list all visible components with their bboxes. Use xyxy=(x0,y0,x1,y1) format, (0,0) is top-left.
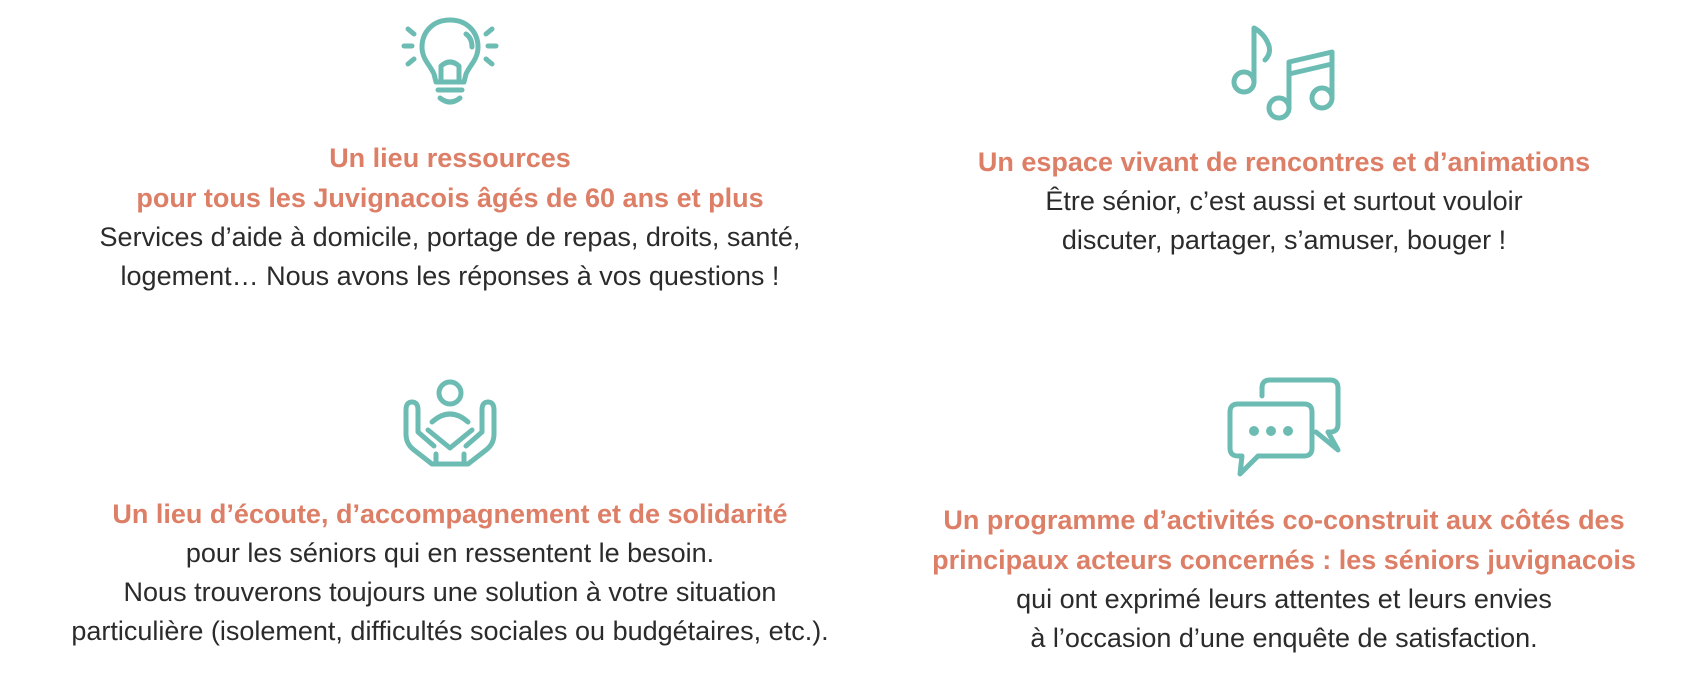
chat-bubbles-icon xyxy=(1224,376,1344,480)
card-description: pour les séniors qui en ressentent le besoin. Nous trouverons toujours une solution à votre situation particulière (isolement, difficultés sociales ou budgétaires, etc.). xyxy=(71,538,829,646)
card-title: Un lieu ressources pour tous les Juvignacois âgés de 60 ans et plus xyxy=(136,143,764,213)
music-notes-icon xyxy=(1229,22,1339,122)
lightbulb-icon xyxy=(400,14,500,108)
card-description: Être sénior, c’est aussi et surtout vouloir discuter, partager, s’amuser, bouger ! xyxy=(1045,186,1523,255)
card-activities-space xyxy=(880,22,1688,260)
card-listening-support xyxy=(20,378,880,651)
card-description: Services d’aide à domicile, portage de repas, droits, santé, logement… Nous avons les réponses à vos questions ! xyxy=(99,222,801,291)
card-title: Un espace vivant de rencontres et d’animations xyxy=(977,147,1591,177)
card-title: Un programme d’activités co-construit aux côtés des principaux acteurs concernés : les séniors juvignacois xyxy=(932,505,1636,575)
card-co-built-program xyxy=(880,376,1688,658)
card-description: qui ont exprimé leurs attentes et leurs envies à l’occasion d’une enquête de satisfaction. xyxy=(1016,584,1552,653)
caring-hands-icon xyxy=(400,378,500,470)
card-resources xyxy=(20,14,880,296)
card-title: Un lieu d’écoute, d’accompagnement et de solidarité xyxy=(112,499,788,529)
